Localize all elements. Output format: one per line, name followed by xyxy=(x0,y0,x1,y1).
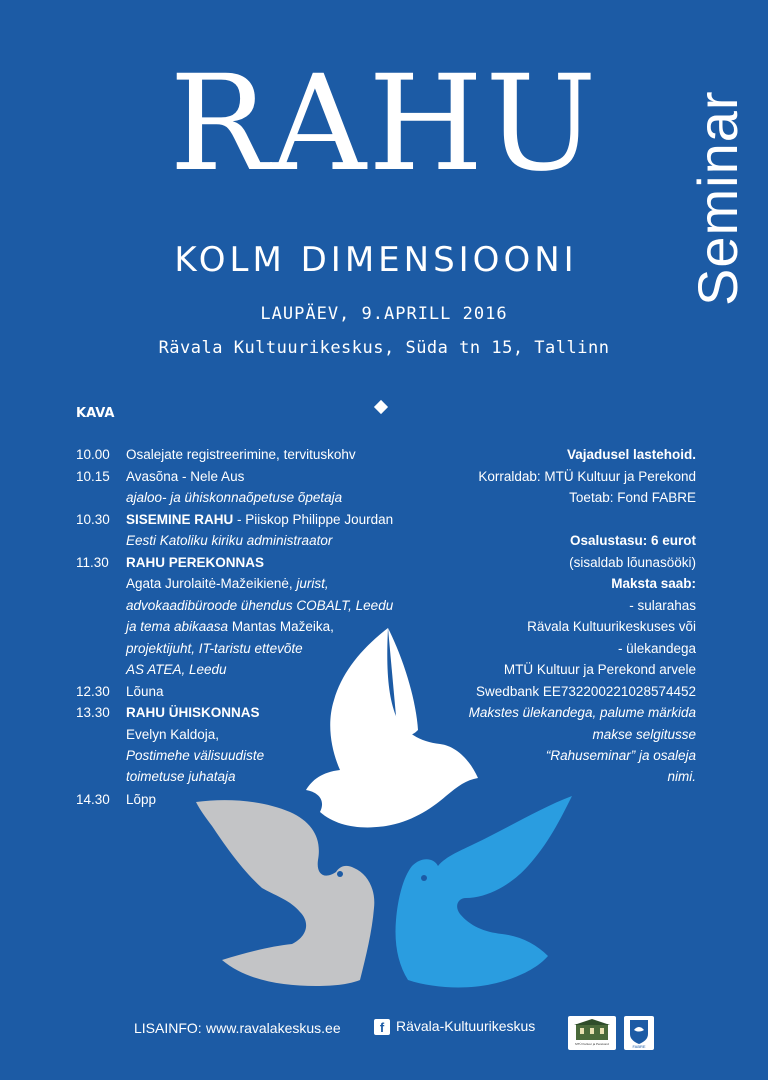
payment-note-line: makse selgitusse xyxy=(592,727,696,742)
payment-heading: Maksta saab: xyxy=(611,576,696,591)
program-time: 11.30 xyxy=(76,555,109,570)
program-item-note: ajaloo- ja ühiskonnaõpetuse õpetaja xyxy=(126,490,343,505)
program-speaker: Evelyn Kaldoja, xyxy=(126,727,220,742)
logo2-caption: FABRE xyxy=(632,1044,646,1049)
program-time: 13.30 xyxy=(76,705,110,720)
facebook-page-name: Rävala-Kultuurikeskus xyxy=(396,1018,536,1034)
program-connector: ja tema abikaasa xyxy=(126,619,232,634)
bank-account: Swedbank EE732200221028574452 xyxy=(476,684,696,699)
poster-subtitle: KOLM DIMENSIOONI xyxy=(174,240,578,280)
program-item-note: projektijuht, IT-taristu ettevõte xyxy=(126,641,303,656)
seminar-vertical-label: Seminar xyxy=(686,90,749,306)
logo1-caption: MTÜ Kultuur ja Perekond xyxy=(575,1042,609,1046)
program-item: Lõuna xyxy=(126,684,164,699)
white-dove-icon xyxy=(306,628,478,827)
blue-dove-icon xyxy=(396,796,573,987)
fee-note: (sisaldab lõunasööki) xyxy=(569,555,696,570)
program-time: 10.30 xyxy=(76,512,110,527)
childcare-note: Vajadusel lastehoid. xyxy=(566,447,696,462)
event-venue: Rävala Kultuurikeskus, Süda tn 15, Tallinn xyxy=(158,338,610,358)
website-link[interactable]: www.ravalakeskus.ee xyxy=(206,1020,341,1036)
program-session-title: SISEMINE RAHU xyxy=(126,512,234,527)
facebook-icon: f xyxy=(374,1019,390,1035)
program-time: 12.30 xyxy=(76,684,110,699)
payment-note-line: nimi. xyxy=(667,769,696,784)
event-date: LAUPÄEV, 9.APRILL 2016 xyxy=(260,304,508,324)
fee-line: Osalustasu: 6 eurot xyxy=(569,533,696,548)
grey-dove-icon xyxy=(196,800,374,986)
program-speaker: Agata Jurolaitė-Mažeikienė, xyxy=(126,576,297,591)
program-session-title: RAHU ÜHISKONNAS xyxy=(126,705,260,720)
program-speaker-role: jurist, xyxy=(296,576,329,591)
payment-note-line: “Rahuseminar” ja osaleja xyxy=(545,748,696,763)
program-item: Osalejate registreerimine, tervituskohv xyxy=(126,447,356,462)
fabre-logo-icon xyxy=(624,1016,654,1050)
payment-line: - sularahas xyxy=(629,598,696,613)
program-speaker: Mantas Mažeika, xyxy=(231,619,334,634)
program-item-note: Postimehe välisuudiste xyxy=(126,748,265,763)
program-item-note: toimetuse juhataja xyxy=(126,769,236,784)
lisainfo-label: LISAINFO: xyxy=(134,1020,202,1036)
house-logo-icon xyxy=(568,1016,616,1050)
payment-line: Rävala Kultuurikeskuses või xyxy=(527,619,696,634)
program-time: 10.15 xyxy=(76,469,110,484)
organizer-line: Korraldab: MTÜ Kultuur ja Perekond xyxy=(478,469,696,484)
program-time: 10.00 xyxy=(76,447,110,462)
poster-title: RAHU xyxy=(169,47,599,201)
program-item: Lõpp xyxy=(126,792,157,807)
payment-note-line: Makstes ülekandega, palume märkida xyxy=(468,705,696,720)
program-item-note: Eesti Katoliku kiriku administraator xyxy=(126,533,333,548)
payment-line: - ülekandega xyxy=(617,641,696,656)
program-speaker: - Piiskop Philippe Jourdan xyxy=(233,512,394,527)
payment-line: MTÜ Kultuur ja Perekond arvele xyxy=(503,662,696,677)
program-item-note: AS ATEA, Leedu xyxy=(126,662,227,677)
facebook-link[interactable] xyxy=(374,1018,535,1035)
program-session-title: RAHU PEREKONNAS xyxy=(126,555,265,570)
program-item: Avasõna - Nele Aus xyxy=(126,469,245,484)
program-time: 14.30 xyxy=(76,792,110,807)
program-item-note: advokaadibüroode ühendus COBALT, Leedu xyxy=(126,598,394,613)
supporter-line: Toetab: Fond FABRE xyxy=(569,490,696,505)
program-heading: KAVA xyxy=(76,406,115,421)
